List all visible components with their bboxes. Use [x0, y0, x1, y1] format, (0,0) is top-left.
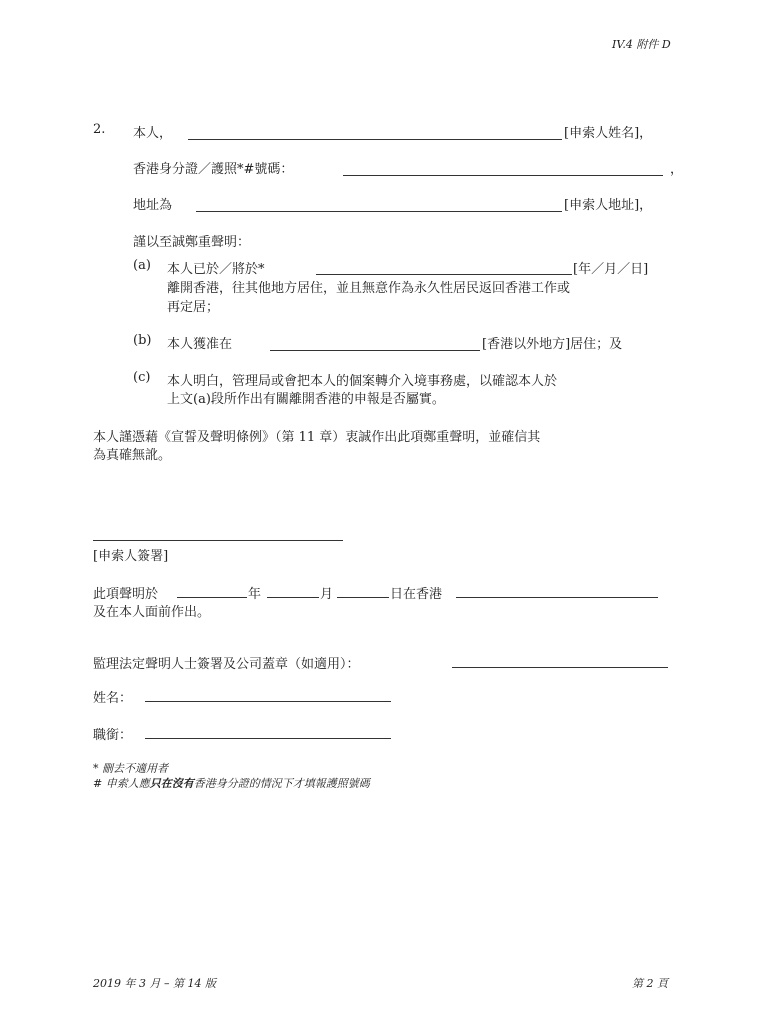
signature-label: [申索人簽署]	[93, 549, 169, 564]
month-field[interactable]	[267, 597, 319, 598]
footer-page-number: 第 2 頁	[632, 977, 668, 990]
address-label: 地址為	[133, 198, 173, 213]
name-field-suffix: [申索人姓名]，	[564, 126, 653, 141]
note-delete-inapplicable: * 刪去不適用者	[93, 762, 168, 775]
note-passport-prefix: # 申索人應	[93, 777, 150, 790]
claimant-address-field[interactable]	[196, 211, 562, 212]
note-passport-suffix: 香港身分證的情況下才填報護照號碼	[193, 777, 370, 790]
declaration-line2: 為真確無訛。	[93, 448, 172, 463]
witness-signature-field[interactable]	[452, 667, 668, 668]
id-label: 香港身分證／護照*#號碼：	[133, 162, 294, 177]
item-a-line2: 離開香港，往其他地方居住，並且無意作為永久性居民返回香港工作或	[167, 281, 571, 296]
departure-date-field[interactable]	[316, 274, 572, 275]
day-field[interactable]	[337, 597, 389, 598]
id-field-suffix: ，	[670, 162, 684, 177]
item-a-line3: 再定居；	[167, 300, 220, 315]
id-passport-number-field[interactable]	[343, 175, 663, 176]
made-on-prefix: 此項聲明於	[93, 587, 159, 602]
month-label: 月	[320, 587, 334, 602]
footer-edition: 2019 年 3 月 – 第 14 版	[93, 977, 216, 990]
place-outside-hk-field[interactable]	[270, 350, 480, 351]
item-a-prefix: 本人已於／將於*	[167, 262, 265, 277]
address-field-suffix: [申索人地址]，	[564, 198, 653, 213]
item-b-prefix: 本人獲准在	[167, 337, 233, 352]
day-place-label: 日在香港	[390, 587, 443, 602]
claimant-name-field[interactable]	[188, 139, 562, 140]
item-c-line1: 本人明白，管理局或會把本人的個案轉介入境事務處，以確認本人於	[167, 374, 558, 389]
solemn-declare-text: 謹以至誠鄭重聲明：	[133, 235, 251, 250]
witness-signature-label: 監理法定聲明人士簽署及公司蓋章（如適用）：	[93, 657, 360, 672]
item-a-label: (a)	[133, 258, 151, 273]
witness-name-field[interactable]	[145, 701, 391, 702]
declaration-line1: 本人謹憑藉《宣誓及聲明條例》（第 11 章）衷誠作出此項鄭重聲明，並確信其	[93, 430, 541, 445]
witness-title-field[interactable]	[145, 738, 391, 739]
made-before-me-text: 及在本人面前作出。	[93, 605, 211, 620]
year-label: 年	[248, 587, 262, 602]
document-reference: IV.4 附件 D	[612, 38, 671, 51]
note-passport	[93, 775, 370, 791]
note-passport-emphasis: 只在沒有	[149, 777, 194, 790]
witness-name-label: 姓名：	[93, 691, 133, 706]
item-b-suffix: [香港以外地方]居住；及	[482, 337, 623, 352]
item-c-label: (c)	[133, 370, 151, 385]
year-field[interactable]	[177, 597, 247, 598]
item-c-line2: 上文(a)段所作出有關離開香港的申報是否屬實。	[167, 392, 445, 407]
name-label: 本人，	[133, 126, 173, 141]
witness-title-label: 職銜：	[93, 728, 133, 743]
item-a-suffix: [年／月／日]	[573, 262, 649, 277]
item-b-label: (b)	[133, 333, 152, 348]
place-field[interactable]	[456, 597, 658, 598]
section-number: 2.	[93, 122, 106, 137]
claimant-signature-field[interactable]	[93, 540, 343, 541]
